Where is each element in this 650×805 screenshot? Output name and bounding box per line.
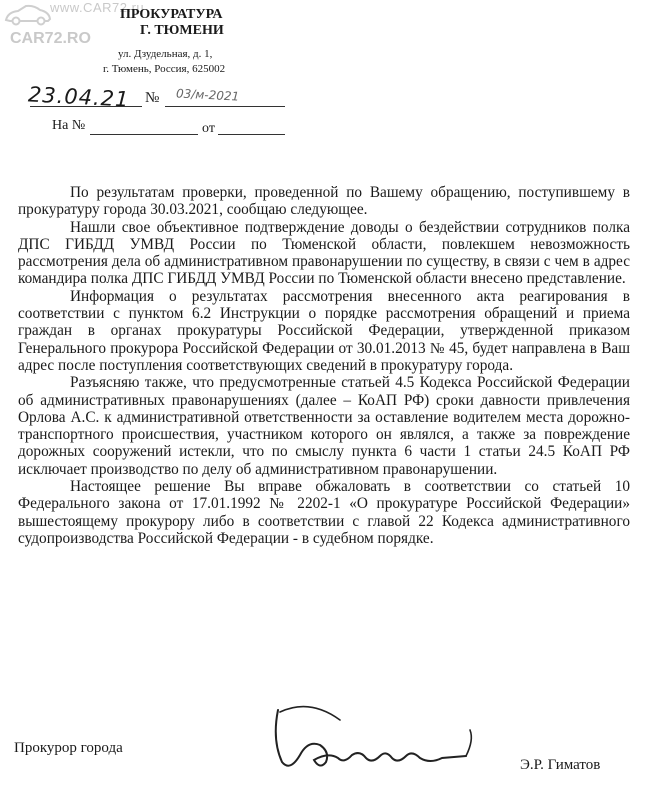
outgoing-number-label: № xyxy=(145,90,160,106)
paragraph-2: Нашли свое объективное подтверждение доводы о бездействии сотрудников полка ДПС ГИБДД УМВД России по Тюменской области, повлекшем невозможность рассмотрения дела об административном правонарушении по существу, в связи с чем в адрес командира полка ДПС ГИБДД УМВД России по Тюменской области внесено представление. xyxy=(18,218,630,288)
reference-number-line xyxy=(90,134,198,135)
handwritten-date: 23.04.21 xyxy=(27,82,131,112)
org-name-line2: Г. ТЮМЕНИ xyxy=(140,23,224,38)
paragraph-5: Настоящее решение Вы вправе обжаловать в соответствии со статьей 10 Федерального закона от 17.01.1992 № 2202-1 «О прокуратуре Российской Федерации» вышестоящему прокурору либо в соответствии с главой 22 Кодекса административного судопроизводства Российской Федерации - в судебном порядке. xyxy=(18,478,630,547)
org-address-line1: ул. Дзудельная, д. 1, xyxy=(118,48,213,60)
car-logo-icon xyxy=(4,4,52,26)
reference-number-label: На № xyxy=(52,118,86,133)
org-name-line1: ПРОКУРАТУРА xyxy=(120,7,223,22)
paragraph-3: Информация о результатах рассмотрения внесенного акта реагирования в соответствии с пунктом 6.2 Инструкции о порядке рассмотрения обращений и приема граждан в органах прокуратуры Российской Федерации, утвержденной приказом Генерального прокурора Российской Федерации от 30.01.2013 № 45, будет направлена в Ваш адрес после поступления соответствующих сведений в прокуратуру города. xyxy=(18,287,630,374)
number-underline xyxy=(165,106,285,107)
org-address-line2: г. Тюмень, Россия, 625002 xyxy=(103,63,226,75)
reference-date-line xyxy=(218,134,285,135)
date-underline xyxy=(30,106,142,107)
handwritten-signature xyxy=(270,700,490,780)
signatory-position: Прокурор города xyxy=(14,740,123,756)
paragraph-1: По результатам проверки, проведенной по Вашему обращению, поступившему в прокуратуру города 30.03.2021, сообщаю следующее. xyxy=(18,184,630,219)
signatory-name: Э.Р. Гиматов xyxy=(520,757,601,773)
handwritten-outgoing-number: 03/м-2021 xyxy=(175,86,240,104)
watermark-site-url: www.CAR72.ru xyxy=(50,0,145,15)
watermark-logo-text: CAR72.RO xyxy=(10,30,91,47)
paragraph-4: Разъясняю также, что предусмотренные статьей 4.5 Кодекса Российской Федерации об административных правонарушениях (далее – КоАП РФ) сроки давности привлечения Орлова А.С. к административной ответственности за оставление водителем места дорожно-транспортного происшествия, участником которого он являлся, а также за повреждение дорожных сооружений истекли, что по смыслу пункта 6 части 1 статьи 24.5 КоАП РФ исключает производство по делу об административном правонарушении. xyxy=(18,374,630,478)
reference-date-label: от xyxy=(202,121,215,136)
letter-body xyxy=(18,184,630,547)
